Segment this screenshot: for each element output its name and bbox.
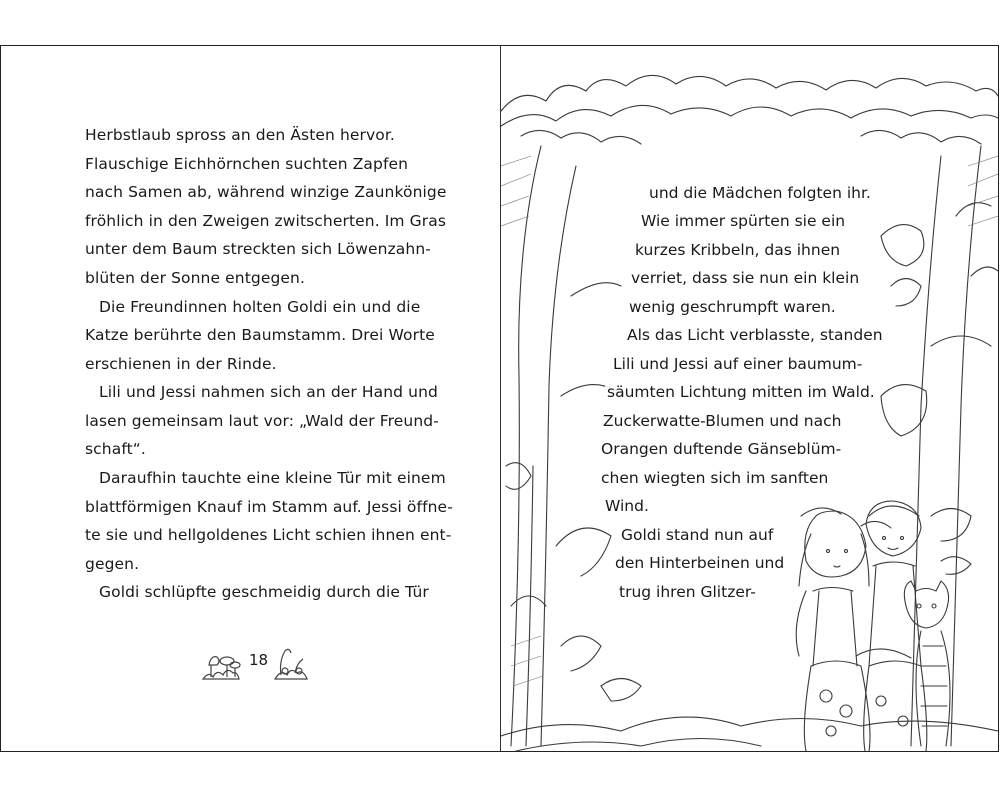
book-spread — [0, 45, 999, 752]
text-line: säumten Lichtung mitten im Wald. — [607, 383, 875, 401]
text-line: nach Samen ab, während winzige Zaunkönige — [85, 183, 447, 201]
text-line: blattförmigen Knauf im Stamm auf. Jessi öffne- — [85, 498, 453, 516]
text-line: Goldi schlüpfte geschmeidig durch die Tür — [99, 583, 429, 601]
text-line: verriet, dass sie nun ein klein — [631, 269, 860, 287]
text-line: Zuckerwatte-Blumen und nach — [603, 412, 842, 430]
text-line: Orangen duftende Gänseblüm- — [601, 440, 842, 458]
text-line: trug ihren Glitzer- — [619, 583, 756, 601]
left-page — [1, 46, 500, 751]
text-line: te sie und hellgoldenes Licht schien ihnen ent- — [85, 526, 452, 544]
page-number: 18 — [249, 651, 269, 669]
text-line: Daraufhin tauchte eine kleine Tür mit einem — [99, 469, 446, 487]
text-line: Lili und Jessi auf einer baumum- — [613, 355, 863, 373]
text-line: Die Freundinnen holten Goldi ein und die — [99, 298, 421, 316]
text-line: chen wiegten sich im sanften — [601, 469, 829, 487]
text-line: lasen gemeinsam laut vor: „Wald der Freund- — [85, 412, 439, 430]
right-page — [501, 46, 998, 751]
text-line: Lili und Jessi nahmen sich an der Hand und — [99, 383, 438, 401]
text-line: Herbstlaub spross an den Ästen hervor. — [85, 126, 395, 144]
text-line: schaft“. — [85, 440, 146, 458]
page-number-ornament — [199, 641, 321, 683]
text-line: gegen. — [85, 555, 140, 573]
text-line: fröhlich in den Zweigen zwitscherten. Im Gras — [85, 212, 446, 230]
text-line: den Hinterbeinen und — [615, 554, 785, 572]
text-line: Goldi stand nun auf — [621, 526, 774, 544]
text-line: kurzes Kribbeln, das ihnen — [635, 241, 841, 259]
text-line: wenig geschrumpft waren. — [629, 298, 836, 316]
text-line: und die Mädchen folgten ihr. — [649, 184, 871, 202]
text-line: erschienen in der Rinde. — [85, 355, 277, 373]
text-line: Katze berührte den Baumstamm. Drei Worte — [85, 326, 435, 344]
text-line: Als das Licht verblasste, standen — [627, 326, 883, 344]
text-line: Flauschige Eichhörnchen suchten Zapfen — [85, 155, 409, 173]
text-line: unter dem Baum streckten sich Löwenzahn- — [85, 240, 431, 258]
text-line: Wie immer spürten sie ein — [641, 212, 846, 230]
text-line: blüten der Sonne entgegen. — [85, 269, 305, 287]
text-line: Wind. — [605, 497, 649, 515]
